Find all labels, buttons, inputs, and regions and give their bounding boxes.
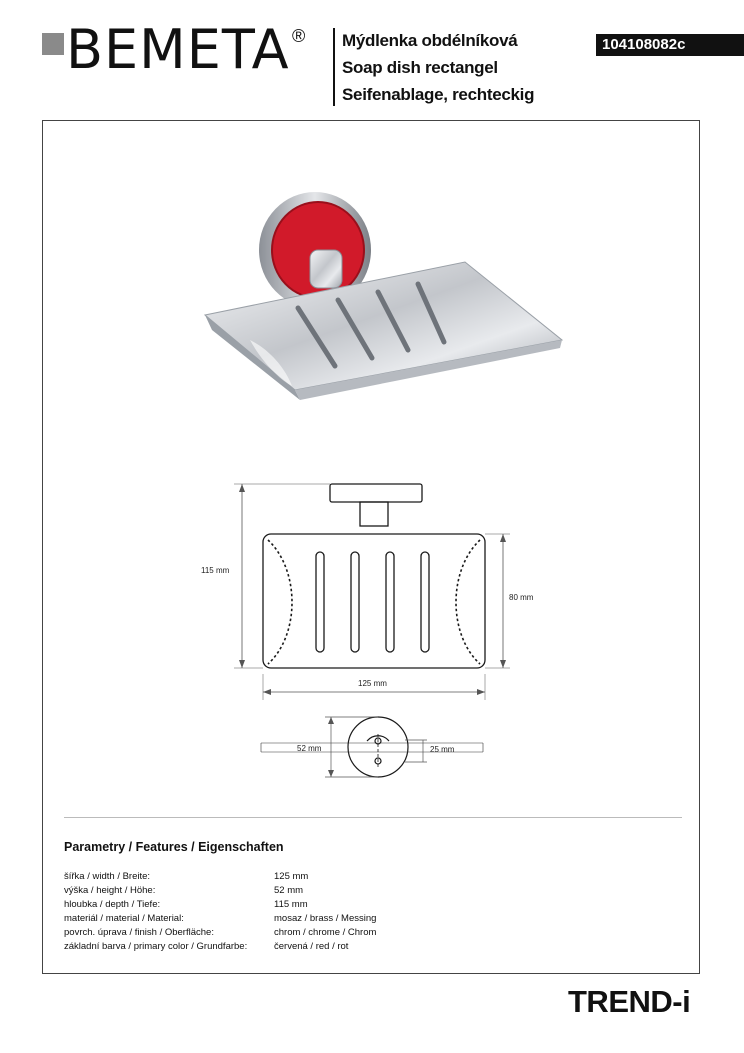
depth-dimension-label: 80 mm <box>509 593 534 602</box>
product-code-badge: 104108082c <box>596 34 744 56</box>
features-title: Parametry / Features / Eigenschaften <box>64 840 284 854</box>
param-label-material: materiál / material / Material: <box>64 913 184 924</box>
wall-plate <box>330 484 422 502</box>
flange-dimension-label: 52 mm <box>297 744 322 753</box>
dish-outline <box>263 534 485 668</box>
registered-mark: ® <box>292 26 306 46</box>
series-name: TREND-i <box>568 984 691 1019</box>
param-value-material: mosaz / brass / Messing <box>274 913 377 924</box>
param-value-height: 52 mm <box>274 885 304 896</box>
param-value-color: červená / red / rot <box>274 941 349 952</box>
title-czech: Mýdlenka obdélníková <box>342 31 518 50</box>
param-value-finish: chrom / chrome / Chrom <box>274 927 377 938</box>
param-label-height: výška / height / Höhe: <box>64 885 156 896</box>
param-label-finish: povrch. úprava / finish / Oberfläche: <box>64 927 214 938</box>
dish-body <box>205 262 562 390</box>
flange-drawing <box>255 712 495 782</box>
offset-dimension-label: 25 mm <box>430 745 455 754</box>
param-value-width: 125 mm <box>274 871 309 882</box>
logo-square <box>42 33 64 55</box>
param-value-depth: 115 mm <box>274 899 308 910</box>
param-label-color: základní barva / primary color / Grundfarbe: <box>64 941 248 952</box>
param-label-depth: hloubka / depth / Tiefe: <box>64 899 161 910</box>
section-separator <box>64 817 682 818</box>
product-photo <box>200 190 570 400</box>
brand-logo: BEMETA <box>66 18 290 81</box>
width-dimension-label: 125 mm <box>358 679 387 688</box>
title-german: Seifenablage, rechteckig <box>342 85 535 104</box>
title-english: Soap dish rectangel <box>342 58 498 77</box>
header-divider <box>333 28 335 106</box>
param-label-width: šířka / width / Breite: <box>64 871 151 882</box>
height-dimension-label: 115 mm <box>201 566 230 575</box>
